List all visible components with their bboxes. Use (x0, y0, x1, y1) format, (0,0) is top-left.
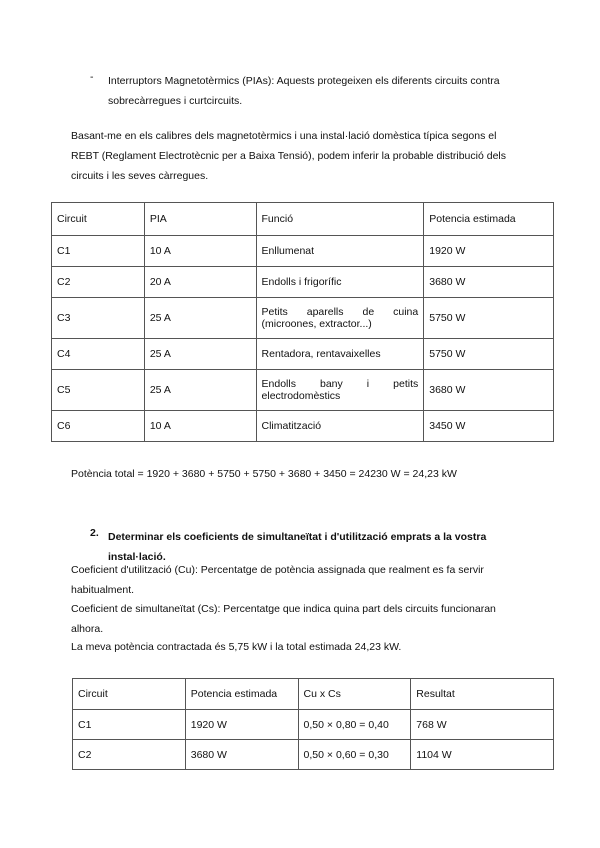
table-row (52, 298, 554, 339)
cell-circuit: C4 (52, 339, 145, 370)
section-2-number: 2. (90, 527, 99, 539)
cell-funcio (256, 370, 424, 411)
bullet-line-1: Interruptors Magnetotèrmics (PIAs): Aquests protegeixen els diferents circuits contra (108, 75, 500, 87)
cell-resultat: 768 W (411, 710, 554, 740)
bullet-line-2: sobrecàrregues i curtcircuits. (108, 95, 243, 107)
table-header-row (73, 679, 554, 710)
header-funcio: Funció (256, 203, 424, 236)
cell-funcio-line-2: electrodomèstics (261, 390, 341, 402)
table-row (52, 339, 554, 370)
cell-resultat: 1104 W (411, 740, 554, 770)
cs-line-1: Coeficient de simultaneïtat (Cs): Percentatge que indica quina part dels circuits funcionaran (71, 603, 496, 615)
cell-potencia: 1920 W (185, 710, 298, 740)
table-row (52, 370, 554, 411)
cell-funcio: Rentadora, rentavaixelles (256, 339, 424, 370)
header-cu-cs: Cu x Cs (298, 679, 411, 710)
cell-circuit: C3 (52, 298, 145, 339)
table-header-row (52, 203, 554, 236)
cell-pia: 25 A (144, 339, 256, 370)
cell-circuit: C1 (73, 710, 186, 740)
table-row (52, 267, 554, 298)
cell-funcio-line-2: (microones, extractor...) (261, 318, 372, 330)
intro-line-3: circuits i les seves càrregues. (71, 170, 209, 182)
section-2-title-line-1: Determinar els coeficients de simultaneïtat i d'utilització emprats a la vostra (108, 531, 487, 543)
table-row (52, 236, 554, 267)
header-circuit: Circuit (73, 679, 186, 710)
cell-pia: 20 A (144, 267, 256, 298)
cell-pia: 25 A (144, 370, 256, 411)
cell-potencia: 1920 W (424, 236, 554, 267)
circuits-table (51, 202, 554, 442)
cell-circuit: C2 (52, 267, 145, 298)
bullet-marker: - (90, 71, 94, 83)
section-2-title-line-2: instal·lació. (108, 551, 166, 563)
cell-potencia: 5750 W (424, 298, 554, 339)
coefficients-table (72, 678, 554, 770)
cell-potencia: 3680 W (424, 370, 554, 411)
cell-funcio (256, 298, 424, 339)
table-row (73, 740, 554, 770)
cs-definition (71, 599, 541, 639)
table-row (73, 710, 554, 740)
cell-funcio-line-1: Petits aparells de cuina (261, 306, 419, 318)
bullet-item-pia (108, 71, 548, 111)
total-power-line: Potència total = 1920 + 3680 + 5750 + 5750 + 3680 + 3450 = 24230 W = 24,23 kW (71, 468, 457, 480)
cell-circuit: C2 (73, 740, 186, 770)
cell-funcio-line-1: Endolls bany i petits (261, 378, 419, 390)
cu-line-2: habitualment. (71, 584, 135, 596)
cell-pia: 25 A (144, 298, 256, 339)
header-potencia: Potencia estimada (424, 203, 554, 236)
intro-paragraph (71, 126, 541, 186)
cell-pia: 10 A (144, 236, 256, 267)
cell-potencia: 3450 W (424, 411, 554, 442)
contracted-power-line: La meva potència contractada és 5,75 kW i la total estimada 24,23 kW. (71, 641, 402, 653)
cell-funcio: Enllumenat (256, 236, 424, 267)
intro-line-1: Basant-me en els calibres dels magnetotèrmics i una instal·lació domèstica típica segons el (71, 130, 497, 142)
cell-potencia: 3680 W (424, 267, 554, 298)
cs-line-2: alhora. (71, 623, 104, 635)
intro-line-2: REBT (Reglament Electrotècnic per a Baixa Tensió), podem inferir la probable distribució dels (71, 150, 506, 162)
cell-pia: 10 A (144, 411, 256, 442)
cell-potencia: 3680 W (185, 740, 298, 770)
table-row (52, 411, 554, 442)
cu-line-1: Coeficient d'utilització (Cu): Percentatge de potència assignada que realment es fa servir (71, 564, 484, 576)
cell-funcio: Climatització (256, 411, 424, 442)
cell-cu-cs: 0,50 × 0,80 = 0,40 (298, 710, 411, 740)
header-pia: PIA (144, 203, 256, 236)
cell-circuit: C6 (52, 411, 145, 442)
cell-potencia: 5750 W (424, 339, 554, 370)
cell-circuit: C1 (52, 236, 145, 267)
header-potencia: Potencia estimada (185, 679, 298, 710)
cell-circuit: C5 (52, 370, 145, 411)
header-circuit: Circuit (52, 203, 145, 236)
cu-definition (71, 560, 541, 600)
cell-funcio: Endolls i frigorífic (256, 267, 424, 298)
cell-cu-cs: 0,50 × 0,60 = 0,30 (298, 740, 411, 770)
header-resultat: Resultat (411, 679, 554, 710)
